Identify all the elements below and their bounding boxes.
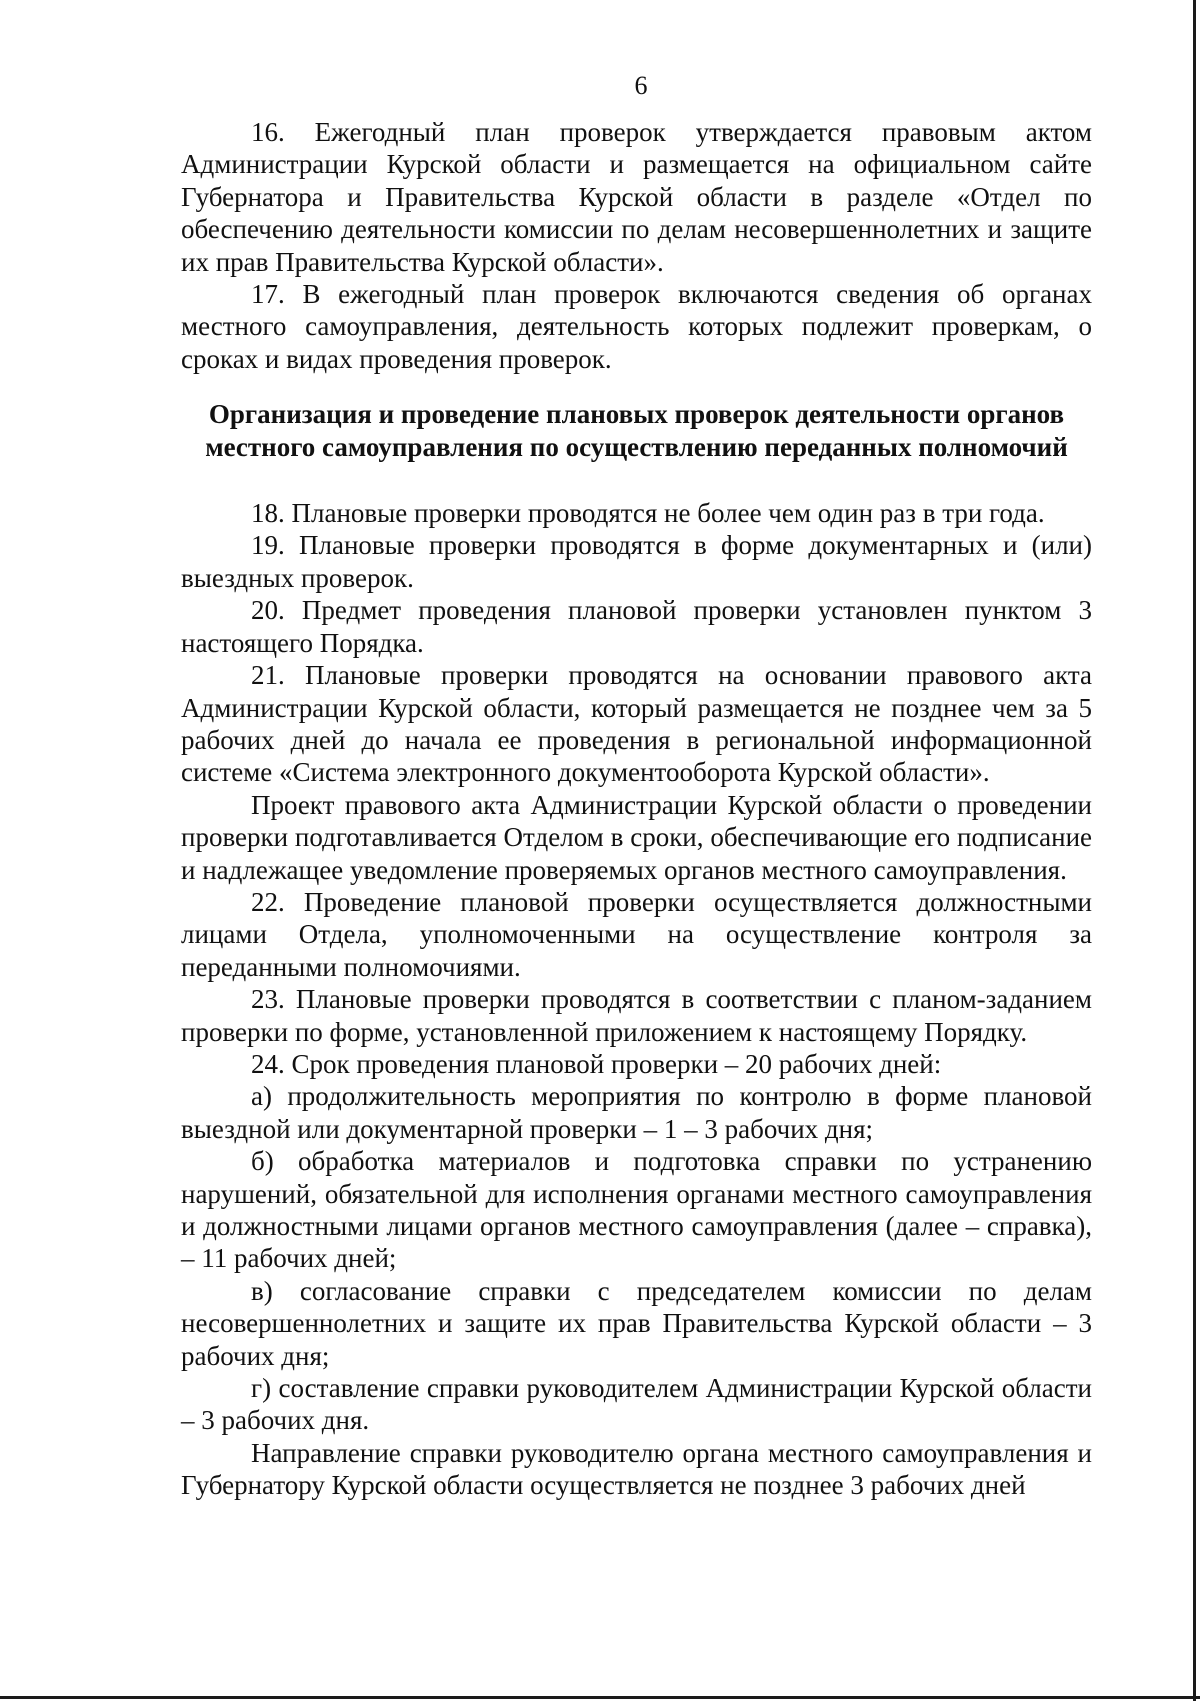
paragraph-19: 19. Плановые проверки проводятся в форме документарных и (или) выездных проверок. [181,530,1092,593]
paragraph-24-g: г) составление справки руководителем Администрации Курской области – 3 рабочих дня. [181,1373,1092,1436]
scan-border-right [1193,0,1196,1701]
paragraph-24-a: а) продолжительность мероприятия по контролю в форме плановой выездной или документарной проверки – 1 – 3 рабочих дня; [181,1081,1092,1144]
paragraph-direction: Направление справки руководителю органа местного самоуправления и Губернатору Курской области осуществляется не позднее 3 рабочих дней [181,1437,1092,1501]
paragraph-22: 22. Проведение плановой проверки осуществляется должностными лицами Отдела, уполномоченными на осуществление контроля за переданными полномочиями. [181,886,1092,982]
section-heading-line-1: Организация и проведение плановых проверок деятельности органов [208,399,1065,430]
paragraph-24-b: б) обработка материалов и подготовка справки по устранению нарушений, обязательной для исполнения органами местного самоуправления и должностными лицами органов местного самоуправления (далее – справка), – 11 рабочих дней; [181,1146,1092,1274]
paragraph-21-project: Проект правового акта Администрации Курской области о проведении проверки подготавливается Отделом в сроки, обеспечивающие его подписание и надлежащее уведомление проверяемых органов местного самоуправления. [181,789,1092,885]
paragraph-23: 23. Плановые проверки проводятся в соответствии с планом-заданием проверки по форме, установленной приложением к настоящему Порядку. [181,984,1092,1047]
paragraph-21: 21. Плановые проверки проводятся на основании правового акта Администрации Курской области, который размещается не позднее чем за 5 рабочих дней до начала ее проведения в региональной информационной системе «Система электронного документооборота Курской области». [181,660,1092,788]
paragraph-24-v: в) согласование справки с председателем комиссии по делам несовершеннолетних и защите их прав Правительства Курской области – 3 рабочих дня; [181,1275,1092,1371]
section-heading [181,398,1092,463]
document-body [181,116,1092,1502]
page-number: 6 [634,71,648,100]
paragraph-16: 16. Ежегодный план проверок утверждается правовым актом Администрации Курской области и размещается на официальном сайте Губернатора и Правительства Курской области в разделе «Отдел по обеспечению деятельности комиссии по делам несовершеннолетних и защите их прав Правительства Курской области». [181,117,1092,277]
paragraph-18: 18. Плановые проверки проводятся не более чем один раз в три года. [251,498,1045,529]
paragraph-20: 20. Предмет проведения плановой проверки установлен пунктом 3 настоящего Порядка. [181,595,1092,658]
paragraph-24: 24. Срок проведения плановой проверки – 20 рабочих дней: [251,1048,942,1079]
scan-border-bottom [0,1696,1200,1699]
paragraph-17: 17. В ежегодный план проверок включаются сведения об органах местного самоуправления, деятельность которых подлежит проверкам, о сроках и видах проведения проверок. [181,279,1092,374]
section-heading-line-2: местного самоуправления по осуществлению переданных полномочий [205,431,1068,462]
